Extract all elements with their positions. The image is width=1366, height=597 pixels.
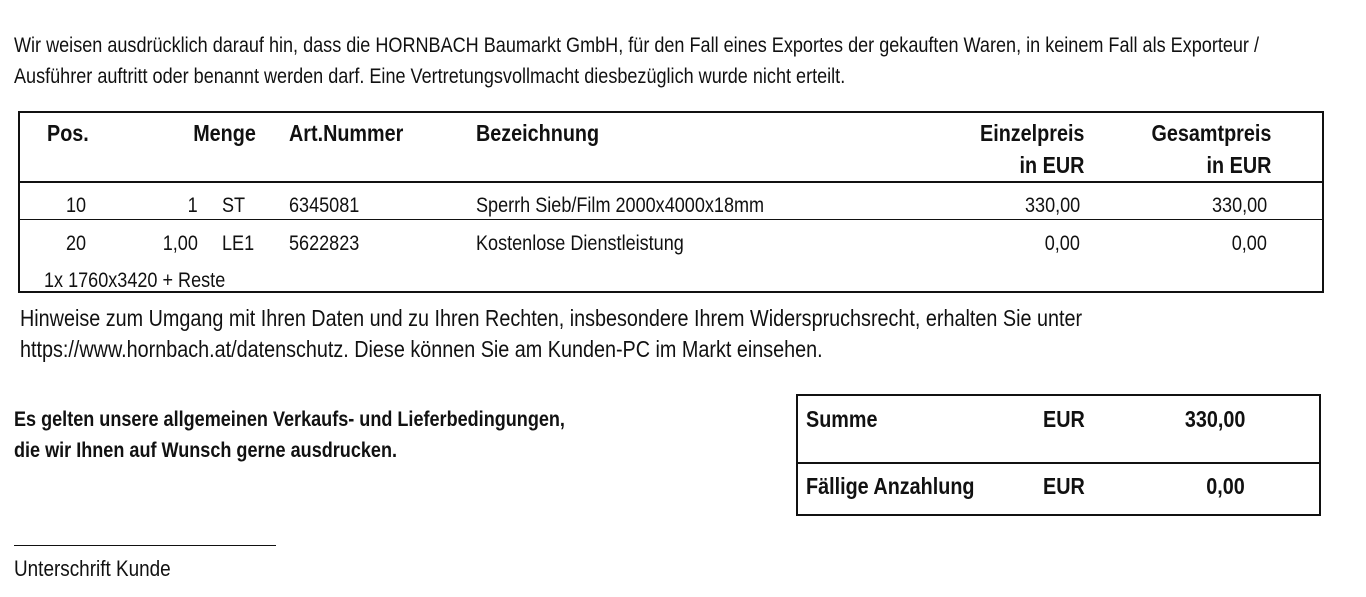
privacy-line-1: Hinweise zum Umgang mit Ihren Daten und zu Ihren Rechten, insbesondere Ihrem Widerspruchsrecht, erhalten Sie unter (20, 305, 1083, 331)
privacy-notice (20, 303, 1255, 365)
row-pos: 10 (66, 194, 87, 217)
terms-notice (14, 404, 655, 466)
export-notice (14, 30, 1366, 92)
totals-separator (798, 462, 1319, 464)
row-unit: LE1 (222, 232, 255, 255)
row-pos: 20 (66, 232, 87, 255)
row-description: Kostenlose Dienstleistung (476, 232, 684, 255)
terms-line-2: die wir Ihnen auf Wunsch gerne ausdrucken. (14, 439, 398, 462)
row-art-nummer: 6345081 (289, 194, 360, 217)
export-notice-line-2: Ausführer auftritt oder benannt werden darf. Eine Vertretungsvollmacht diesbezüglich wurde nicht erteilt. (14, 65, 846, 88)
header-art-nummer: Art.Nummer (289, 120, 404, 146)
row-total: 0,00 (1231, 232, 1267, 255)
row-description: Sperrh Sieb/Film 2000x4000x18mm (476, 194, 765, 217)
header-einzelpreis: Einzelpreis in EUR (979, 120, 1084, 178)
row-total: 330,00 (1211, 194, 1267, 217)
header-separator (20, 181, 1322, 183)
row-note: 1x 1760x3420 + Reste (44, 269, 226, 292)
privacy-line-2: https://www.hornbach.at/datenschutz. Diese können Sie am Kunden-PC im Markt einsehen. (20, 336, 823, 362)
signature-label: Unterschrift Kunde (14, 556, 171, 581)
row-unit-price: 330,00 (1024, 194, 1080, 217)
totals-box (796, 394, 1321, 516)
items-table (18, 111, 1324, 293)
row-unit: ST (222, 194, 246, 217)
sum-value: 330,00 (1184, 406, 1245, 432)
sum-currency: EUR (1043, 406, 1085, 432)
header-bezeichnung: Bezeichnung (476, 120, 600, 146)
row-separator (20, 219, 1322, 220)
sum-label: Summe (806, 406, 878, 432)
row-qty: 1 (187, 194, 198, 217)
deposit-value: 0,00 (1206, 473, 1245, 499)
export-notice-line-1: Wir weisen ausdrücklich darauf hin, dass die HORNBACH Baumarkt GmbH, für den Fall eines Exportes der gekauften Waren, in keinem Fall als Exporteur / (14, 34, 1259, 57)
row-qty: 1,00 (162, 232, 198, 255)
signature-line (14, 545, 276, 546)
header-gesamtpreis: Gesamtpreis in EUR (1151, 120, 1271, 178)
deposit-label: Fällige Anzahlung (806, 473, 975, 499)
row-unit-price: 0,00 (1044, 232, 1080, 255)
terms-line-1: Es gelten unsere allgemeinen Verkaufs- und Lieferbedingungen, (14, 408, 565, 431)
deposit-currency: EUR (1043, 473, 1085, 499)
row-art-nummer: 5622823 (289, 232, 360, 255)
header-menge: Menge (193, 120, 256, 146)
header-pos: Pos. (47, 120, 89, 146)
